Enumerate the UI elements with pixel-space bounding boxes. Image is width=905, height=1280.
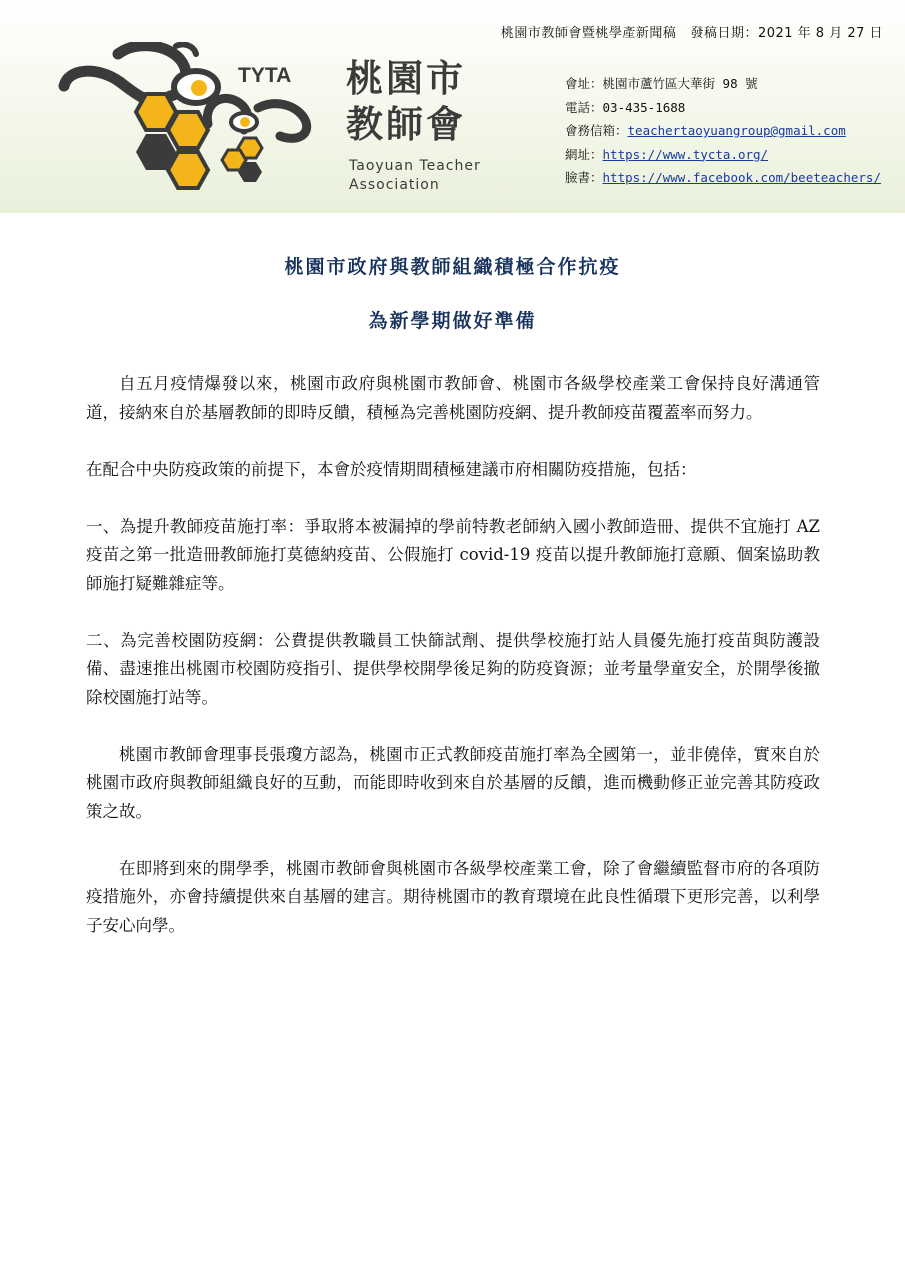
- article-body: [86, 370, 820, 969]
- phone-label: 電話：: [565, 99, 603, 115]
- contact-address: [565, 72, 881, 96]
- email-link[interactable]: teachertaoyuangroup@gmail.com: [627, 123, 846, 138]
- paragraph: 自五月疫情爆發以來，桃園市政府與桃園市教師會、桃園市各級學校產業工會保持良好溝通管道，接納來自於基層教師的即時反饋，積極為完善桃園防疫網、提升教師疫苗覆蓋率而努力。: [86, 374, 820, 422]
- paragraph: 在配合中央防疫政策的前提下，本會於疫情期間積極建議市府相關防疫措施，包括：: [86, 459, 697, 479]
- release-source: 桃園市教師會暨桃學產新聞稿: [500, 26, 677, 41]
- website-label: 網址：: [565, 146, 603, 162]
- phone-value: 03-435-1688: [602, 99, 686, 115]
- contact-block: [565, 72, 881, 190]
- address-label: 會址：: [565, 76, 603, 91]
- headline: 桃園市政府與教師組織積極合作抗疫: [284, 256, 621, 278]
- brand-name-line2: 教師會: [346, 103, 466, 146]
- paragraph: 二、為完善校園防疫網：公費提供教職員工快篩試劑、提供學校施打站人員優先施打疫苗與防護設備、盡速推出桃園市校園防疫指引、提供學校開學後足夠的防疫資源；並考量學童安全，於開學後撤除校園施打站等。: [86, 630, 820, 707]
- brand-name-line1: 桃園市: [346, 57, 466, 100]
- subheadline: 為新學期做好準備: [368, 310, 537, 332]
- brand-name: [346, 56, 466, 148]
- facebook-label: 臉書：: [565, 170, 603, 185]
- paragraph: 在即將到來的開學季，桃園市教師會與桃園市各級學校產業工會，除了會繼續監督市府的各項防疫措施外，亦會持續提供來自基層的建言。期待桃園市的教育環境在此良性循環下更形完善，以利學子安心向學。: [86, 858, 820, 935]
- paragraph: 桃園市教師會理事長張瓊方認為，桃園市正式教師疫苗施打率為全國第一，並非僥倖，實來自於桃園市政府與教師組織良好的互動，而能即時收到來自於基層的反饋，進而機動修正並完善其防疫政策之故。: [86, 744, 820, 821]
- release-date: 發稿日期：2021 年 8 月 27 日: [690, 26, 883, 41]
- letterhead: [0, 0, 905, 213]
- brand-en-line2: Association: [349, 177, 440, 193]
- brand-english-name: [349, 157, 481, 195]
- email-label: 會務信箱：: [565, 123, 628, 138]
- paragraph: 一、為提升教師疫苗施打率：爭取將本被漏掉的學前特教老師納入國小教師造冊、提供不宜施打 AZ 疫苗之第一批造冊教師施打莫德納疫苗、公假施打 covid-19 疫苗以提升教師施打意願、個案協助教師施打疑難雜症等。: [86, 516, 820, 593]
- contact-email: [565, 119, 881, 143]
- release-line: [501, 22, 883, 41]
- brand-en-line1: Taoyuan Teacher: [349, 158, 481, 174]
- bee-logo-icon: [58, 42, 328, 192]
- logo-mark-text: TYTA: [238, 64, 292, 87]
- website-link[interactable]: https://www.tycta.org/: [602, 146, 769, 162]
- address-value: 桃園市蘆竹區大華街 98 號: [602, 76, 758, 91]
- facebook-link[interactable]: https://www.facebook.com/beeteachers/: [602, 170, 881, 185]
- contact-facebook: [565, 166, 881, 190]
- contact-phone: [565, 96, 881, 120]
- contact-website: [565, 143, 881, 167]
